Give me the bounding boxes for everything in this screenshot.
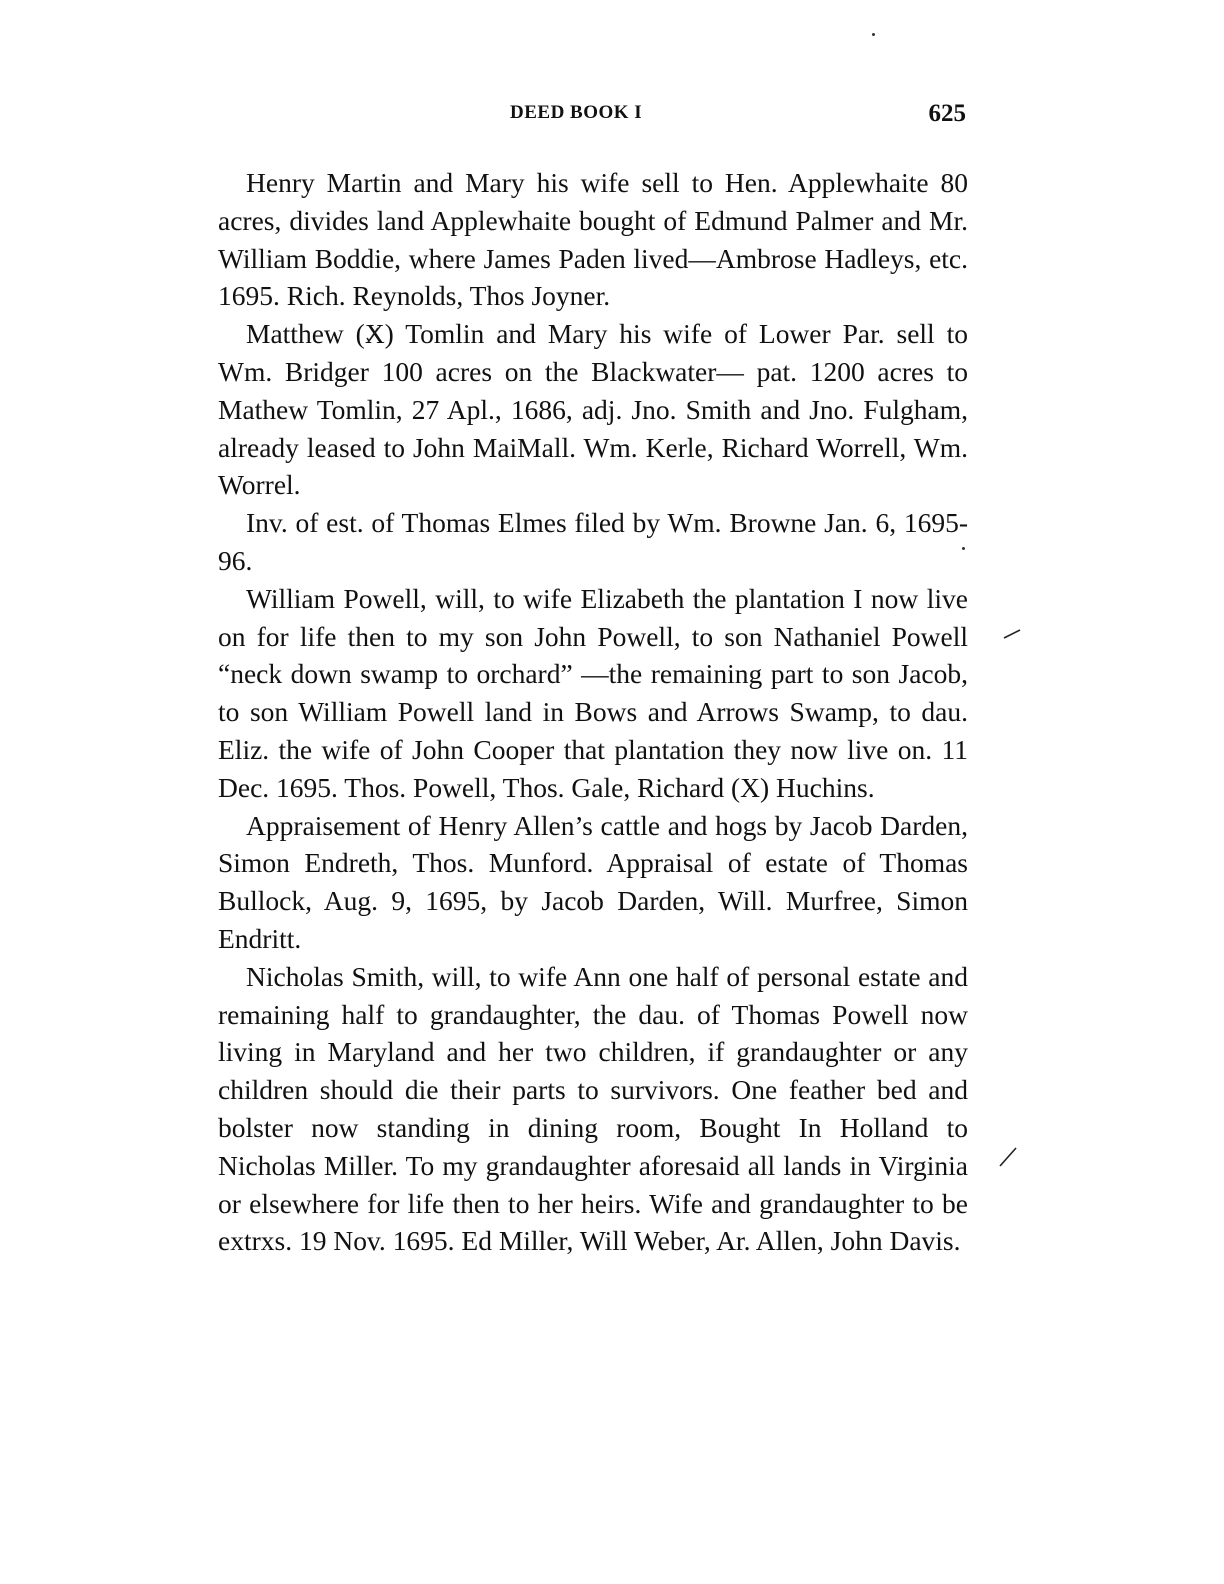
stray-mark [872, 33, 875, 36]
inventory-entry-elmes: Inv. of est. of Thomas Elmes filed by Wm. Browne Jan. 6, 1695-96. [218, 507, 968, 576]
check-mark-icon [366, 326, 380, 342]
appraisal-entry-allen-bullock: Appraisement of Henry Allen’s cattle and hogs by Jacob Darden, Simon Endreth, Thos. Munford. Appraisal of estate of Thomas Bullock, Aug. 9, 1695, by Jacob Darden, Will. Murfree, Simon Endritt. [218, 809, 968, 954]
stray-mark [962, 547, 965, 550]
running-title: DEED BOOK I [510, 102, 643, 123]
page-number: 625 [928, 100, 966, 127]
deed-entry-tomlin-bridger: Matthew (X) Tomlin and Mary his wife of Lower Par. sell to Wm. Bridger 100 acres on the Blackwater— pat. 1200 acres to Mathew Tomlin, 27 Apl., 1686, adj. Jno. Smith and Jno. Fulgham, already leased to John MaiMall. Wm. Kerle, Richard Worrell, Wm. Worrel. [218, 318, 968, 501]
deed-entry-martin-applewhaite: Henry Martin and Mary his wife sell to Hen. Applewhaite 80 acres, divides land Applewhaite bought of Edmund Palmer and Mr. William Boddie, where James Paden lived—Ambrose Hadleys, etc. 1695. Rich. Reynolds, Thos Joyner. [218, 167, 968, 312]
running-head [218, 100, 968, 134]
will-entry-william-powell: William Powell, will, to wife Elizabeth the plantation I now live on for life then to my son John Powell, to son Nathaniel Powell “neck down swamp to orchard” —the remaining part to son Jacob, to son William Powell land in Bows and Arrows Swamp, to dau. Eliz. the wife of John Cooper that plantation they now live on. 11 Dec. 1695. Thos. Powell, Thos. Gale, Richard (X) Huchins. [218, 582, 968, 803]
check-mark-icon [998, 1146, 1018, 1168]
body-text [218, 164, 968, 1260]
check-mark-icon [1000, 628, 1022, 642]
will-entry-nicholas-smith: Nicholas Smith, will, to wife Ann one half of personal estate and remaining half to grandaughter, the dau. of Thomas Powell now living in Maryland and her two children, if grandaughter or any children should die their parts to survivors. One feather bed and bolster now standing in dining room, Bought In Holland to Nicholas Miller. To my grandaughter aforesaid all lands in Virginia or elsewhere for life then to her heirs. Wife and grandaughter to be extrxs. 19 Nov. 1695. Ed Miller, Will Weber, Ar. Allen, John Davis. [218, 960, 968, 1257]
